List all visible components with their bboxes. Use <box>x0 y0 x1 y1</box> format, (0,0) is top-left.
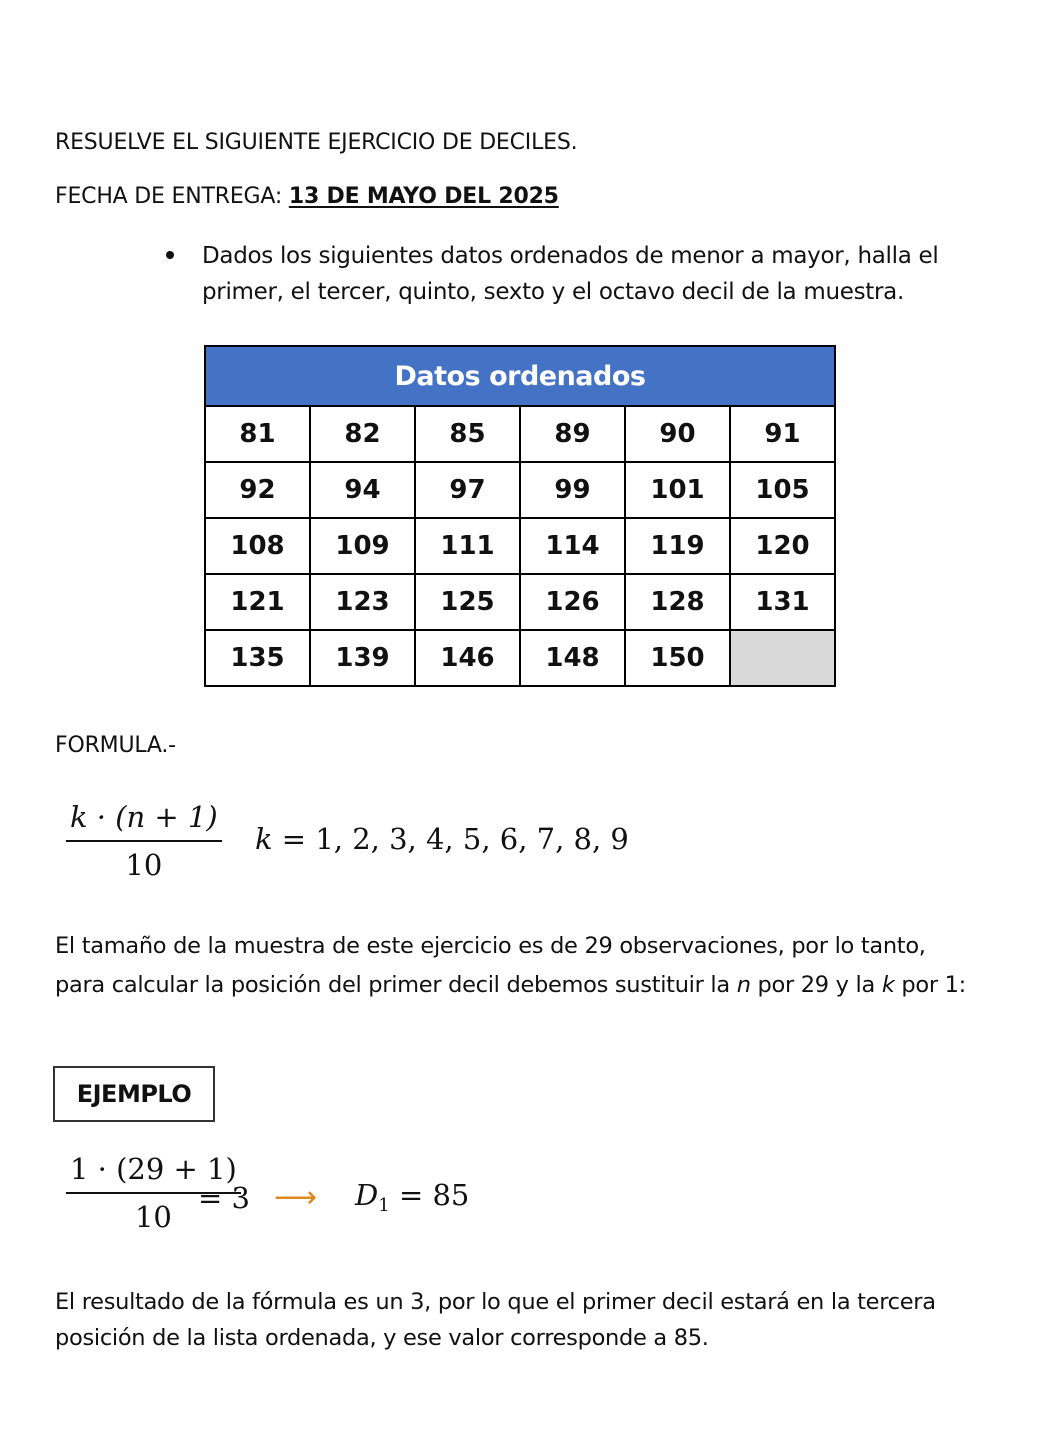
instruction-text: Dados los siguientes datos ordenados de menor a mayor, halla el primer, el tercer, quinto, sexto y el octavo decil de la muestra. <box>202 243 939 305</box>
table-row <box>205 462 835 518</box>
table-cell: 101 <box>625 462 730 518</box>
table-cell: 82 <box>310 406 415 462</box>
explanation-text: por 1: <box>894 972 966 998</box>
n-variable: n <box>736 972 751 998</box>
due-date-label: FECHA DE ENTREGA: <box>55 184 283 209</box>
formula-label: FORMULA.- <box>55 733 176 758</box>
table-cell: 121 <box>205 574 310 630</box>
table-cell: 92 <box>205 462 310 518</box>
table-cell: 135 <box>205 630 310 686</box>
table-row <box>205 630 835 686</box>
table-cell: 89 <box>520 406 625 462</box>
table-cell: 148 <box>520 630 625 686</box>
table-cell: 150 <box>625 630 730 686</box>
table-row <box>205 406 835 462</box>
table-cell: 114 <box>520 518 625 574</box>
table-cell: 139 <box>310 630 415 686</box>
due-date-value: 13 DE MAYO DEL 2025 <box>288 184 559 209</box>
example-label-box: EJEMPLO <box>53 1066 215 1122</box>
example-numerator: 1 · (29 + 1) <box>66 1152 241 1194</box>
decile-result <box>355 1178 469 1216</box>
decile-subscript: 1 <box>378 1195 390 1216</box>
table-row <box>205 574 835 630</box>
k-values: = 1, 2, 3, 4, 5, 6, 7, 8, 9 <box>281 822 629 856</box>
table-cell: 146 <box>415 630 520 686</box>
table-cell: 81 <box>205 406 310 462</box>
table-cell: 128 <box>625 574 730 630</box>
table-cell: 105 <box>730 462 835 518</box>
k-range <box>255 822 629 856</box>
table-cell: 90 <box>625 406 730 462</box>
table-cell: 99 <box>520 462 625 518</box>
decile-formula <box>66 800 222 882</box>
explanation-text: por 29 y la <box>750 972 882 998</box>
table-cell: 108 <box>205 518 310 574</box>
explanation-paragraph <box>55 927 975 1005</box>
table-cell: 111 <box>415 518 520 574</box>
explanation-text: El tamaño de la muestra de este ejercicio es de 29 observaciones, por lo tanto, para calcular la posición del primer decil debemos sustituir la <box>55 933 926 998</box>
table-cell: 126 <box>520 574 625 630</box>
k-variable: k <box>881 972 895 998</box>
due-date-line <box>55 184 559 209</box>
table-cell: 85 <box>415 406 520 462</box>
example-denominator: 10 <box>134 1200 172 1234</box>
arrow-right-icon: ⟶ <box>274 1180 318 1215</box>
example-result: = 3 <box>198 1181 250 1215</box>
table-cell: 131 <box>730 574 835 630</box>
table-row <box>205 518 835 574</box>
table-cell-empty <box>730 630 835 686</box>
k-symbol: k <box>255 822 273 856</box>
table-cell: 109 <box>310 518 415 574</box>
decile-letter: D <box>355 1178 379 1212</box>
formula-denominator: 10 <box>125 848 163 882</box>
conclusion-paragraph: El resultado de la fórmula es un 3, por lo que el primer decil estará en la tercera posición de la lista ordenada, y ese valor corresponde a 85. <box>55 1289 936 1351</box>
data-table <box>204 345 836 687</box>
table-cell: 123 <box>310 574 415 630</box>
table-cell: 120 <box>730 518 835 574</box>
bullet-icon <box>166 251 174 259</box>
page-title: RESUELVE EL SIGUIENTE EJERCICIO DE DECILES. <box>55 130 578 155</box>
table-cell: 125 <box>415 574 520 630</box>
table-cell: 97 <box>415 462 520 518</box>
table-body <box>205 406 835 686</box>
table-cell: 94 <box>310 462 415 518</box>
decile-value: = 85 <box>398 1178 470 1212</box>
formula-numerator: k · (n + 1) <box>66 800 222 842</box>
table-title: Datos ordenados <box>205 346 835 406</box>
table-cell: 119 <box>625 518 730 574</box>
table-cell: 91 <box>730 406 835 462</box>
